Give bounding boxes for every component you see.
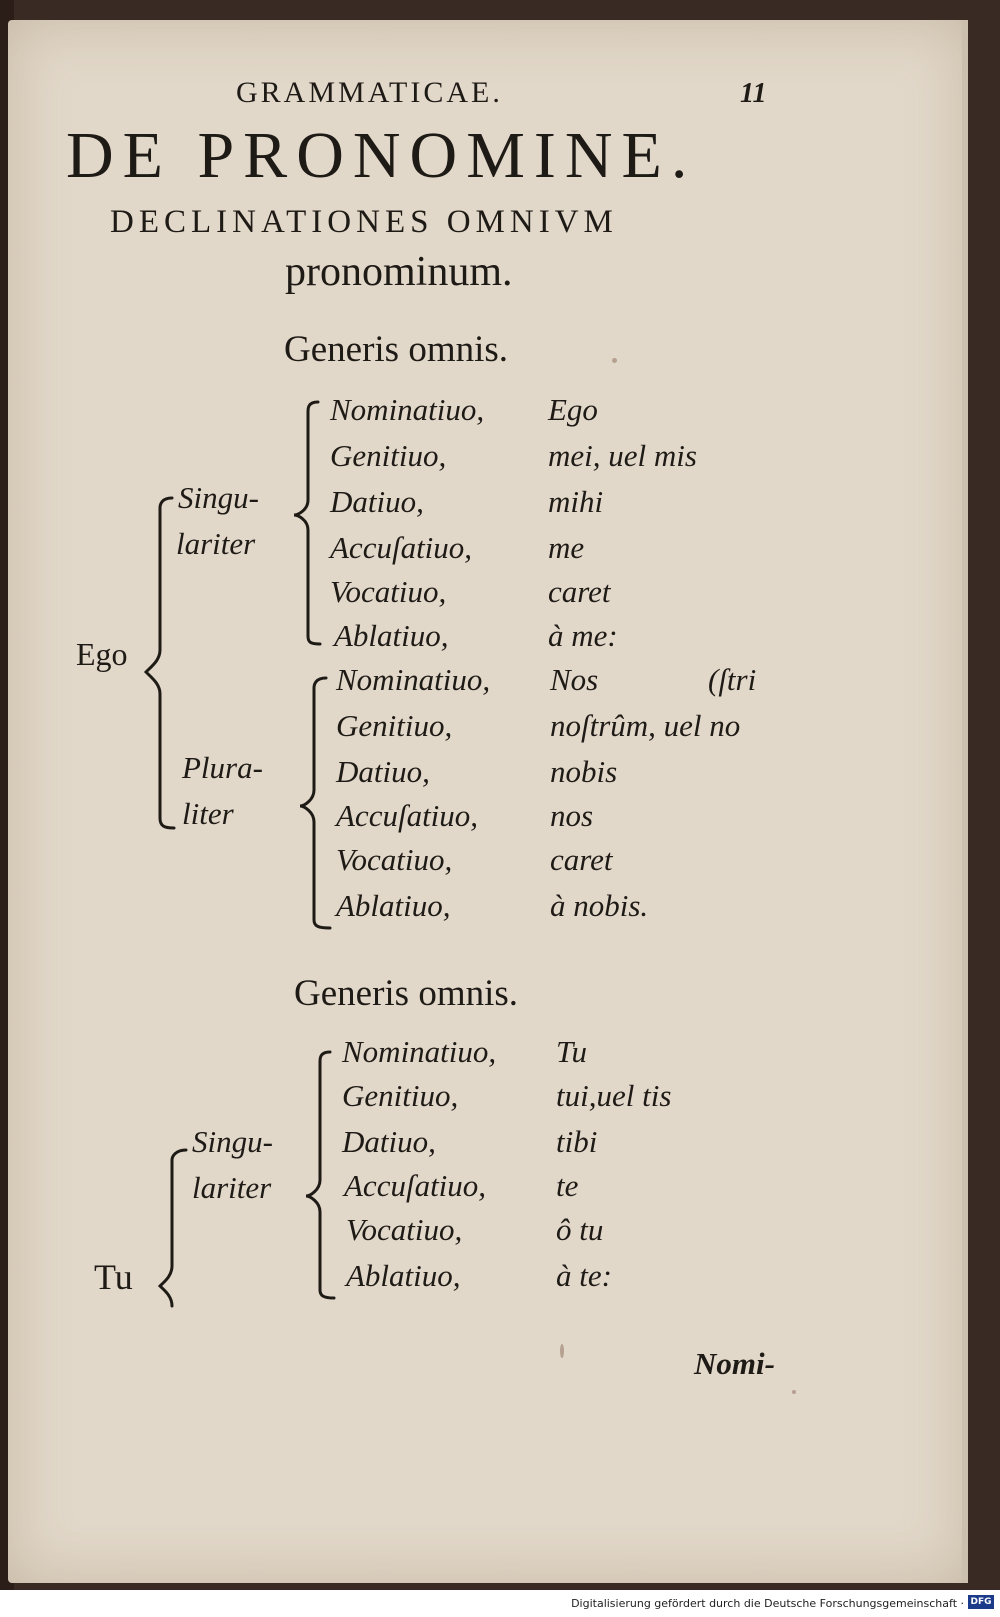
s1-singular-bracket xyxy=(294,402,320,644)
s1-sg-form-4: caret xyxy=(548,574,611,609)
s1-pl-case-1: Genitiuo, xyxy=(336,708,453,743)
running-head: GRAMMATICAE. xyxy=(236,76,503,109)
s1-pl-form-5: à nobis. xyxy=(550,888,649,923)
section1-singular-label-1: Singu- xyxy=(178,480,259,515)
s2-sg-form-3: te xyxy=(556,1168,579,1203)
s1-sg-case-0: Nominatiuo, xyxy=(330,392,485,427)
s2-sg-form-4: ô tu xyxy=(556,1212,604,1247)
folio-number: 11 xyxy=(740,78,767,109)
s2-sg-form-1: tui,uel tis xyxy=(556,1078,672,1113)
paper-speck xyxy=(612,358,617,363)
s1-sg-form-1: mei, uel mis xyxy=(548,438,697,473)
paper-speck xyxy=(560,1344,564,1358)
s2-sg-form-5: à te: xyxy=(556,1258,612,1293)
s1-sg-case-1: Genitiuo, xyxy=(330,438,447,473)
paper-speck xyxy=(792,1390,796,1394)
catchword: Nomi- xyxy=(694,1346,775,1381)
footer-text: Digitalisierung gefördert durch die Deutsche Forschungsgemeinschaft · xyxy=(571,1597,964,1610)
s2-sg-case-1: Genitiuo, xyxy=(342,1078,459,1113)
section1-singular-label-2: lariter xyxy=(176,526,256,561)
s1-sg-form-5: à me: xyxy=(548,618,618,653)
s1-pl-case-2: Datiuo, xyxy=(336,754,430,789)
s1-sg-case-2: Datiuo, xyxy=(330,484,424,519)
s1-pl-form-4: caret xyxy=(550,842,613,877)
subtitle-line-2: pronominum. xyxy=(285,249,513,295)
s1-sg-form-3: me xyxy=(548,530,585,565)
s1-pl-form-1: noſtrûm, uel no xyxy=(550,708,741,743)
s1-outer-bracket xyxy=(146,498,174,828)
s1-plural-bracket xyxy=(300,678,330,928)
s1-sg-form-2: mihi xyxy=(548,484,604,519)
s1-sg-form-0: Ego xyxy=(548,392,598,427)
s1-pl-case-0: Nominatiuo, xyxy=(336,662,491,697)
section1-plural-label-2: liter xyxy=(182,796,234,831)
section2-singular-label-1: Singu- xyxy=(192,1124,273,1159)
s1-pl-case-5: Ablatiuo, xyxy=(336,888,451,923)
s2-sg-case-0: Nominatiuo, xyxy=(342,1034,497,1069)
section2-pronoun: Tu xyxy=(94,1257,133,1297)
s2-sg-case-5: Ablatiuo, xyxy=(346,1258,461,1293)
section1-plural-label-1: Plura- xyxy=(182,750,263,785)
s2-sg-form-2: tibi xyxy=(556,1124,598,1159)
s1-sg-case-4: Vocatiuo, xyxy=(330,574,447,609)
s2-sg-case-2: Datiuo, xyxy=(342,1124,436,1159)
s1-pl-case-4: Vocatiuo, xyxy=(336,842,453,877)
s2-sg-case-3: Accuſatiuo, xyxy=(344,1168,487,1203)
subtitle-line-1: DECLINATIONES OMNIVM xyxy=(110,204,618,240)
s1-margin-note: (ſtri xyxy=(708,662,757,697)
section1-genus: Generis omnis. xyxy=(284,329,509,370)
s1-pl-form-0: Nos xyxy=(550,662,599,697)
s1-sg-case-3: Accuſatiuo, xyxy=(330,530,473,565)
section1-pronoun: Ego xyxy=(76,636,128,672)
section2-singular-label-2: lariter xyxy=(192,1170,272,1205)
s1-sg-case-5: Ablatiuo, xyxy=(334,618,449,653)
s2-outer-bracket xyxy=(160,1150,186,1306)
s1-pl-form-2: nobis xyxy=(550,754,618,789)
dfg-logo: DFG xyxy=(968,1595,994,1609)
page-title: DE PRONOMINE. xyxy=(66,119,697,192)
s2-sg-form-0: Tu xyxy=(556,1034,588,1069)
s1-pl-case-3: Accuſatiuo, xyxy=(336,798,479,833)
s1-pl-form-3: nos xyxy=(550,798,594,833)
s2-singular-bracket xyxy=(306,1052,334,1298)
section2-genus: Generis omnis. xyxy=(294,973,519,1014)
s2-sg-case-4: Vocatiuo, xyxy=(346,1212,463,1247)
